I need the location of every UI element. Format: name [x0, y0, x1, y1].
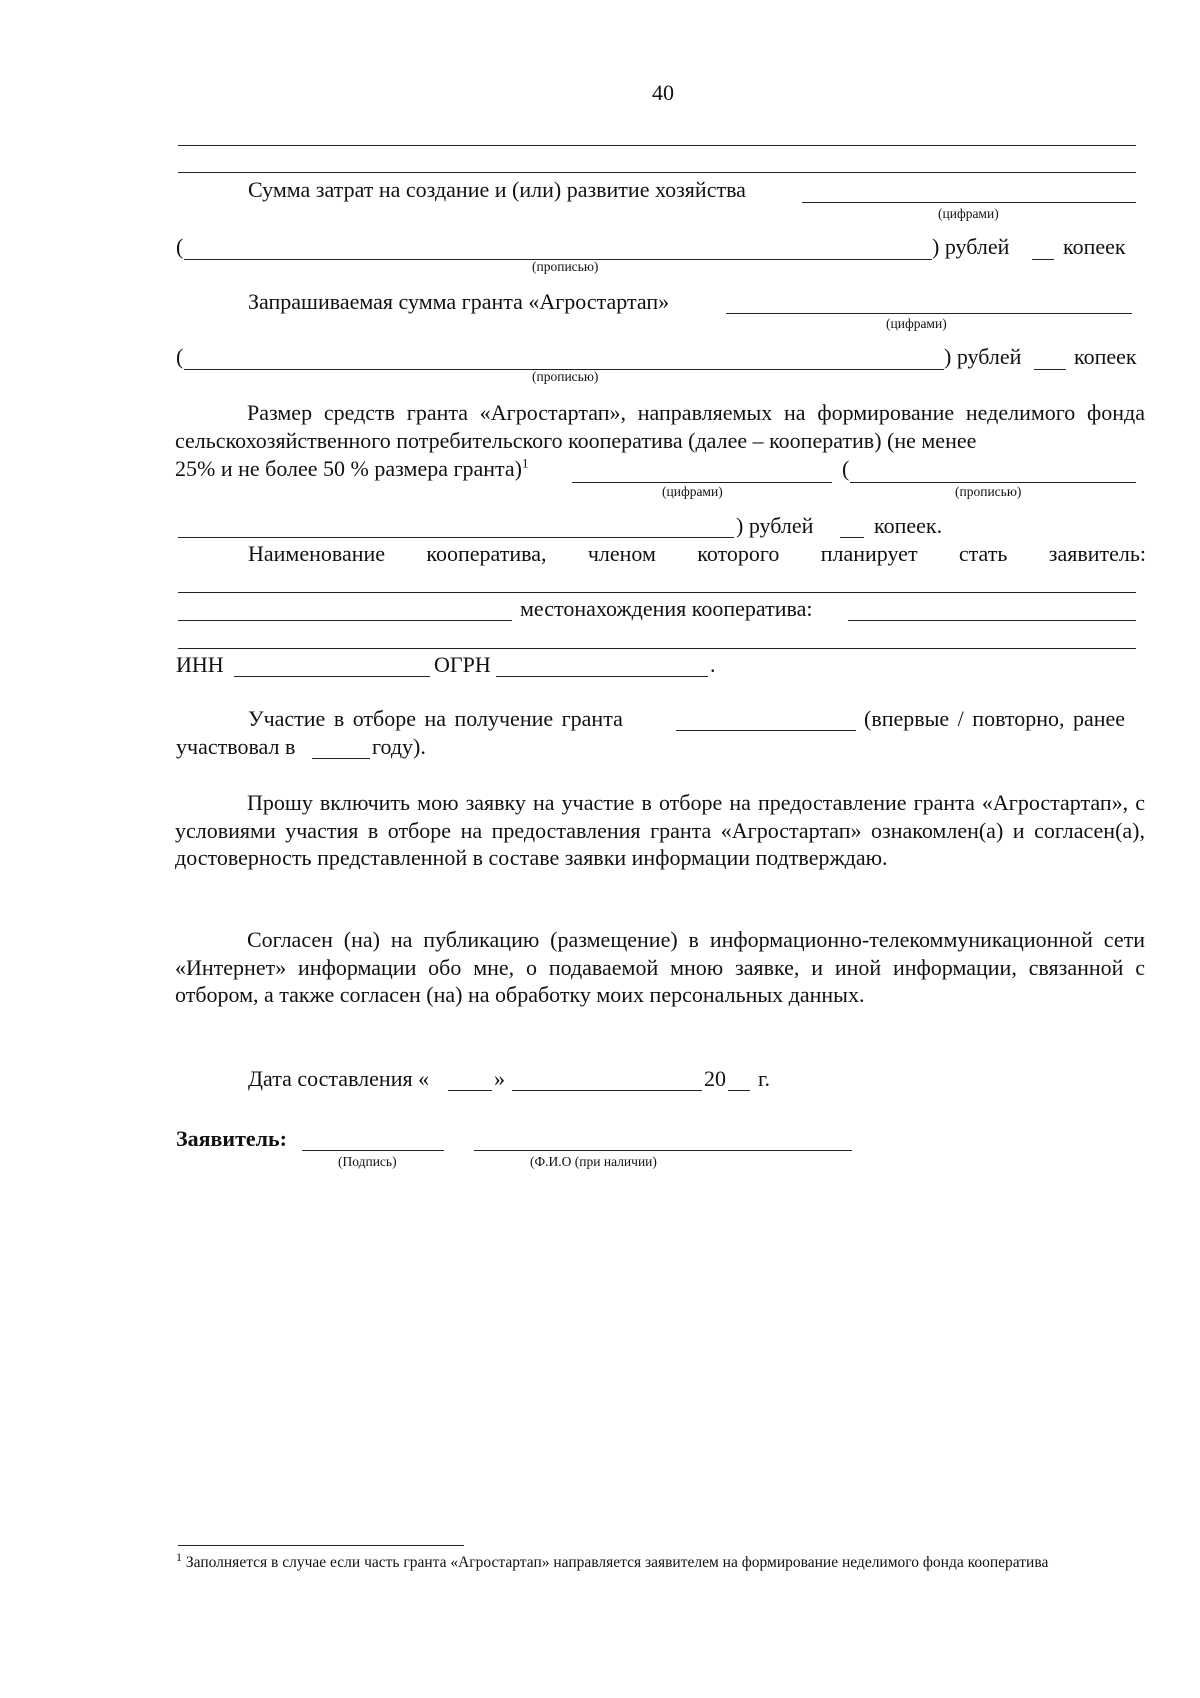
fund-kopecks: копеек. [874, 513, 943, 538]
coop-location-field[interactable] [848, 620, 1136, 621]
applicant-label: Заявитель: [176, 1126, 287, 1151]
date-month-field[interactable] [512, 1090, 702, 1091]
fund-digits-field[interactable] [572, 482, 832, 483]
signature-caption: (Подпись) [338, 1154, 397, 1169]
costs-digits-caption: (цифрами) [938, 206, 999, 221]
grant-digits-field[interactable] [726, 313, 1132, 314]
date-year-prefix: 20 [704, 1066, 726, 1091]
footnote [176, 1550, 1156, 1575]
costs-digits-field[interactable] [802, 202, 1136, 203]
footnote-mark: 1 [176, 1549, 182, 1564]
applicant-name-field[interactable] [474, 1150, 852, 1151]
coop-location-field-2[interactable] [178, 648, 1136, 649]
grant-words-caption: (прописью) [532, 369, 599, 384]
fund-rubles: ) рублей [736, 513, 814, 538]
costs-label: Сумма затрат на создание и (или) развитие хозяйства [248, 177, 746, 202]
participation-line1-end: (впервые / повторно, ранее [864, 706, 1126, 731]
fund-paragraph: Размер средств гранта «Агростартап», направляемых на формирование неделимого фонда сельскохозяйственного потребительского кооператива (далее – кооператив) (не менее [175, 400, 1145, 453]
footnote-separator [178, 1545, 464, 1546]
fund-footnote-mark: 1 [522, 455, 529, 471]
coop-location-label: местонахождения кооператива: [520, 596, 813, 621]
fund-last-line-text: 25% и не более 50 % размера гранта) [175, 456, 523, 481]
page-number: 40 [652, 80, 674, 105]
fund-digits-caption: (цифрами) [662, 484, 723, 499]
participation-line2-start: участвовал в [176, 734, 296, 759]
participation-year-field[interactable] [312, 758, 370, 759]
grant-label: Запрашиваемая сумма гранта «Агростартап» [248, 289, 670, 314]
inn-field[interactable] [234, 676, 430, 677]
date-year-field[interactable] [728, 1090, 750, 1091]
signature-field[interactable] [302, 1150, 444, 1151]
date-day-field[interactable] [448, 1090, 492, 1091]
participation-line2-end: году). [372, 734, 426, 759]
costs-open-paren: ( [176, 234, 184, 259]
fund-words-caption: (прописью) [955, 484, 1022, 499]
participation-line1: Участие в отборе на получение гранта [248, 706, 623, 731]
grant-open-paren: ( [176, 344, 184, 369]
fund-kopecks-field[interactable] [840, 537, 864, 538]
grant-kopecks-field[interactable] [1034, 369, 1066, 370]
applicant-name-caption: (Ф.И.О (при наличии) [530, 1154, 657, 1169]
costs-rubles: ) рублей [932, 234, 1010, 259]
top-rule-1 [178, 145, 1136, 146]
inn-label: ИНН [176, 652, 224, 677]
grant-kopecks: копеек [1074, 344, 1137, 369]
ogrn-label: ОГРН [434, 652, 491, 677]
fund-open-paren: ( [842, 456, 850, 481]
fund-words-field-start[interactable] [850, 482, 1136, 483]
top-rule-2 [178, 172, 1136, 173]
coop-name-field[interactable] [178, 592, 1136, 593]
participation-field[interactable] [676, 730, 856, 731]
ogrn-field[interactable] [496, 676, 708, 677]
coop-name-label: Наименование кооператива, членом которого планирует стать заявитель: [248, 541, 1146, 566]
consent-paragraph: Согласен (на) на публикацию (размещение) в информационно-телекоммуникационной сети «Интернет» информации обо мне, о подаваемой мною заявке, и иной информации, связанной с отбором, а также согласен (на) на обработку моих персональных данных. [175, 927, 1145, 1007]
fund-last-line [175, 456, 529, 482]
footnote-text: Заполняется в случае если часть гранта «Агростартап» направляется заявителем на формирование неделимого фонда кооператива [185, 1554, 1049, 1571]
date-quote-close: » [494, 1066, 505, 1091]
costs-kopecks: копеек [1063, 234, 1126, 259]
grant-rubles: ) рублей [944, 344, 1022, 369]
request-paragraph: Прошу включить мою заявку на участие в отборе на предоставление гранта «Агростартап», с условиями участия в отборе на предоставления гранта «Агростартап» ознакомлен(а) и согласен(а), достоверность представленной в составе заявки информации подтверждаю. [175, 790, 1145, 870]
ogrn-period: . [710, 652, 716, 677]
grant-digits-caption: (цифрами) [886, 316, 947, 331]
date-year-suffix: г. [758, 1066, 771, 1091]
coop-name-field-2[interactable] [178, 620, 512, 621]
costs-kopecks-field[interactable] [1032, 259, 1054, 260]
date-label: Дата составления « [248, 1066, 430, 1091]
costs-words-caption: (прописью) [532, 259, 599, 274]
fund-words-field-cont[interactable] [178, 537, 734, 538]
